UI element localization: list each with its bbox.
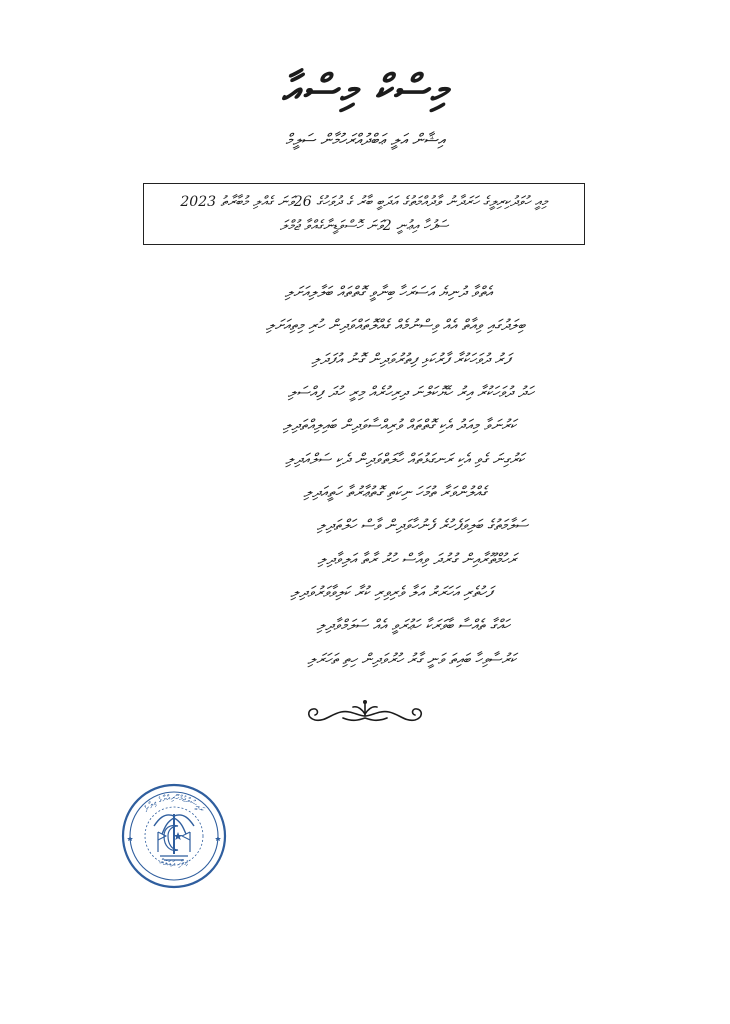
seal-emblem-icon	[120, 782, 228, 890]
document-title: މިސްކް މިސްއާ	[281, 66, 449, 113]
decorative-ornament-icon	[303, 698, 427, 730]
seal-bottom-text: ދިވެހި ދައުލަތް	[158, 856, 190, 869]
notice-line-2: ސަފުހާ އިޢުނީ 2ވަނަ ހޮސްވަޑީނާގެއްވާ ޖުމްލަ	[279, 218, 449, 234]
seal-top-text: ރައީސުލްޖުމްހޫރިއްޔާގެ ޢިލާނު	[141, 792, 207, 814]
notice-box	[143, 183, 585, 245]
svg-text:ދިވެހި ދައުލަތް	[158, 857, 190, 869]
poem-line: ގެއްލުންވަރާ ތުމަހަ ނިކަތި ގޮތުޢާރުތާ ހަތީއަދިލި	[303, 483, 487, 501]
poem-line: ކަރުސާވިހާ ބައިތަ ވަނީ ގާރު ހުރުވަދިން ހިތި ތަހަރަލި	[307, 650, 516, 668]
poem-line: އެތްވާ ދުނިޔެ އަސަރަހާ ބިނާވީ ގޮތްތައް ބަލާލިއަށަލި	[284, 283, 492, 301]
poem-line: ފަރު ދުވަހަކުރާ ފާރުކަޅި ފިތުރުވަދިން ގޮނު އުފަދަލި	[311, 350, 510, 368]
notice-line-1: މިއީ ހުވަދުކިރިލީގެ ހަރަދާނު ވާދުއްމަތުގެ އަދަބީ ބާރު ގެ ދުވަހުގެ 26ވަނަ ގެއްލި މުބާރާތު 2023	[180, 194, 548, 210]
poem-line: ހައްގާ ތެއްސާ ބާވަރަކާ ހަޢުރަވީ އެއް ސަލަމްވާދިލި	[316, 616, 510, 634]
poem-line: ހަދު ދުވަހަކުރާ އިރު ހެޔޮކަލްނަ ދިރިހުރެއް މިރީ ހުދަ ފިއްސަލި	[287, 383, 534, 401]
poem-line: ކަރުނަވާ މިއަދު އެކި ގޮތްތައް ވުރިއްސާވަދިން ބައިލިއްތަދިލި	[282, 416, 516, 434]
poem-line: ބިލަދުގައި ވިއާތް އެއް ވިސްނުމެއް ގެއްލޮތައްވަދިން ހުރި މިތިއަށަލި	[265, 316, 525, 334]
author-name: އިޝާން އަލީ ޢަބްދުއްރަހުމާން ސަލީމް	[285, 130, 445, 149]
poem-line: ސަލާމަތުގެ ބަލިވަފެހުރެ ފެނުހާވަދިން ވާސް ހަލްތަދިލި	[316, 516, 528, 534]
poem-line: ރަހުމްތޫރާއިން ގުރުދަ ވިއާސް ހުރު ރާތާ އަލިވާދިލި	[317, 550, 516, 568]
svg-text:ރައީސުލްޖުމްހޫރިއްޔާގެ ޢިލާނު	[142, 793, 207, 814]
poem-line: ކަރުގިނަ ގެވި އެކި ރަނގަޅުތައް ހާލަތްވަދިން ދެކި ސަލްއަދިލި	[285, 450, 524, 468]
poem-line: ފަހުތެރި އަހަރަރު އަލާ ވެރިވިރި ކުރާ ކަލިވާވަރުވަދިލި	[290, 583, 492, 601]
official-seal	[120, 782, 228, 890]
